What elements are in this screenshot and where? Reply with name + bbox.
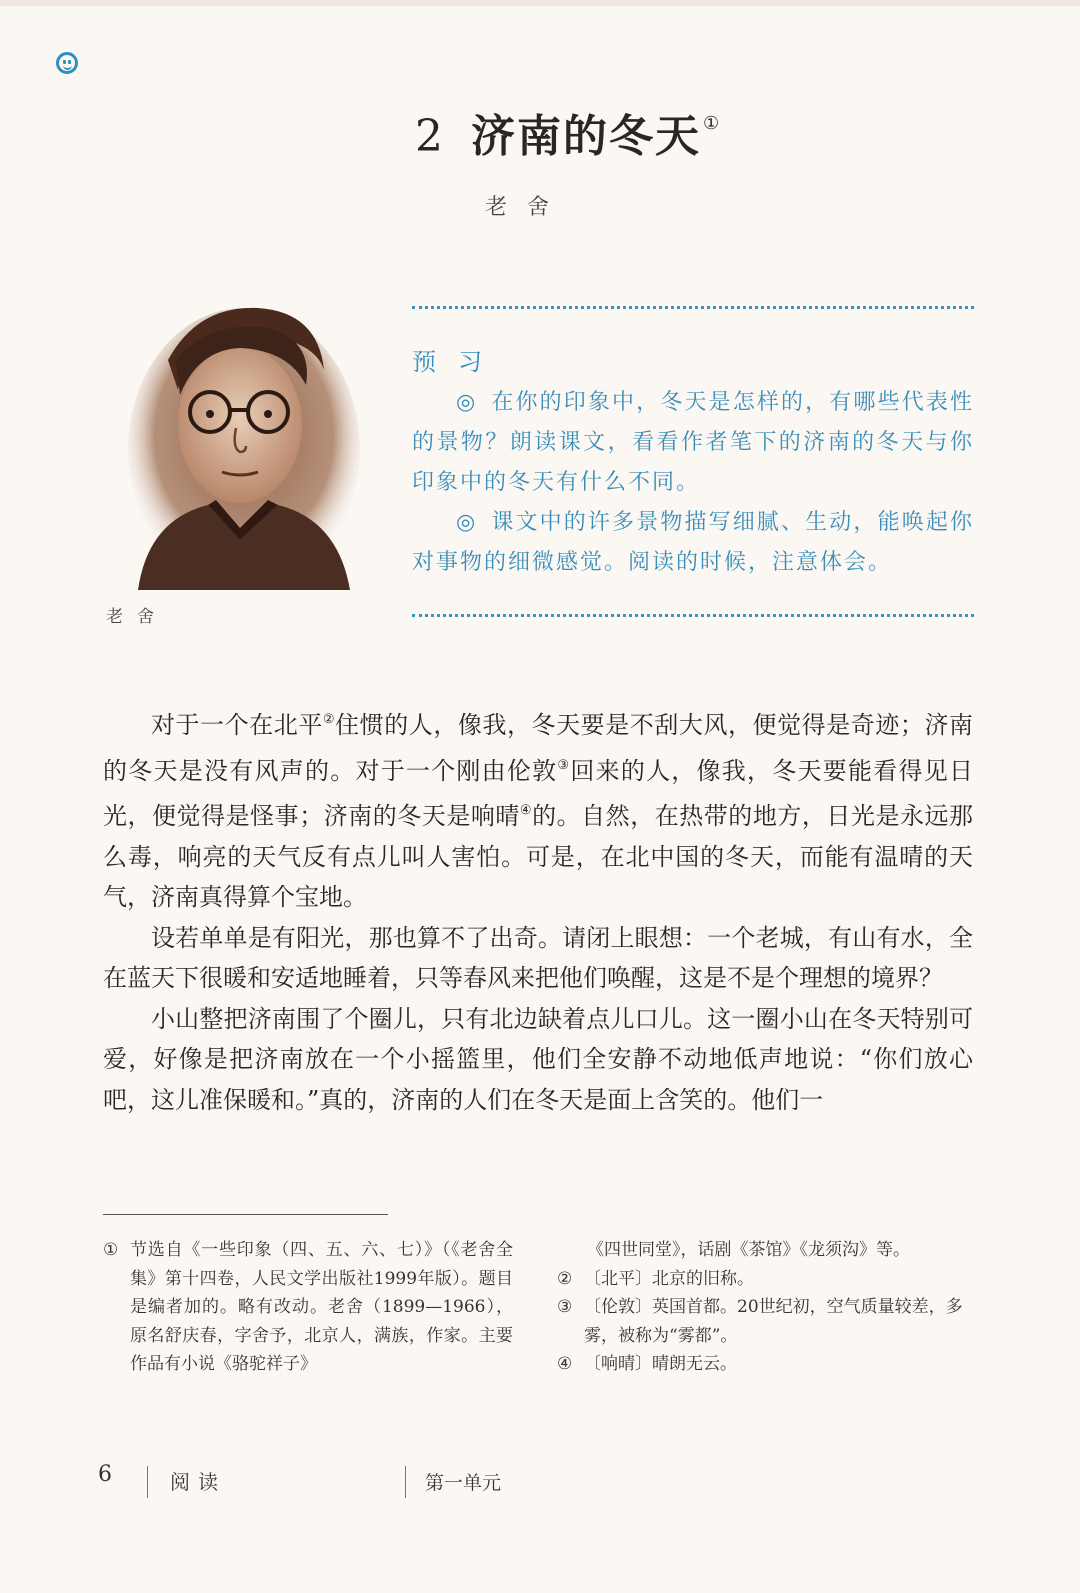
footnote-item [557, 1265, 977, 1294]
footnote-item [557, 1293, 977, 1350]
footnote-item [557, 1350, 977, 1379]
footnote-ref: ② [322, 712, 336, 727]
preview-heading: 预习 [412, 348, 504, 376]
footnote-mark: ③ [557, 1297, 573, 1317]
preview-border-top [412, 306, 974, 309]
preview-border-bottom [412, 614, 974, 617]
footnote-ref: ④ [519, 803, 533, 818]
title-footnote-mark: ① [703, 113, 722, 134]
footnote-text: 〔伦敦〕英国首都。20世纪初，空气质量较差，多雾，被称为“雾都”。 [584, 1297, 963, 1346]
lesson-number: 2 [415, 111, 445, 162]
bullet-icon: ◎ [456, 390, 478, 415]
text-span: 回来的人，像我，冬天要能看得见日光，便觉得是怪事；济南的冬天是响晴 [103, 756, 974, 830]
lesson-title [415, 100, 721, 164]
footer-section: 阅读 [170, 1470, 226, 1494]
lesson-body [103, 700, 973, 1120]
footnotes-right-column [557, 1236, 977, 1379]
footnote-text: 〔北平〕北京的旧称。 [584, 1268, 754, 1289]
preview-item [412, 383, 974, 503]
preview-item-text: 课文中的许多景物描写细腻、生动，能唤起你对事物的细微感觉。阅读的时候，注意体会。 [412, 510, 974, 575]
preview-item-text: 在你的印象中，冬天是怎样的，有哪些代表性的景物？朗读课文，看看作者笔下的济南的冬天与你印象中的冬天有什么不同。 [412, 390, 974, 495]
text-span: 住惯的人，像我，冬天要是不刮大风，便觉得是奇迹；济南的冬天是没有风声的。对于一个刚由伦敦 [103, 711, 974, 785]
footnote-ref: ③ [557, 757, 571, 773]
text-span: 的。自然，在热带的地方，日光是永远那么毒，响亮的天气反有点儿叫人害怕。可是，在北中国的冬天，而能有温晴的天气，济南真得算个宝地。 [103, 802, 974, 911]
footnote-text: 节选自《一些印象（四、五、六、七）》（《老舍全集》第十四卷，人民文学出版社1999年版）。题目是编者加的。略有改动。老舍（1899—1966），原名舒庆春，字舍予，北京人，满族，作家。主要作品有小说《骆驼祥子》 [130, 1240, 513, 1374]
smiley-mouth [63, 63, 72, 70]
footer-divider [147, 1466, 148, 1498]
page-top-edge [0, 0, 1080, 6]
text-span: 对于一个在北平 [151, 711, 323, 739]
footnote-continuation: 《四世同堂》，话剧《茶馆》《龙须沟》等。 [587, 1240, 910, 1260]
lesson-author: 老舍 [485, 195, 570, 220]
portrait-caption: 老舍 [106, 607, 168, 627]
paragraph [103, 700, 973, 918]
preview-box [412, 383, 974, 583]
footnote-mark: ④ [557, 1354, 573, 1374]
footnote-text: 〔响晴〕晴朗无云。 [584, 1354, 737, 1374]
footer-divider [405, 1466, 406, 1498]
footnote-rule [103, 1214, 388, 1215]
preview-item [412, 503, 974, 583]
bullet-icon: ◎ [456, 510, 478, 535]
page-number: 6 [98, 1462, 112, 1487]
paragraph: 设若单单是有阳光，那也算不了出奇。请闭上眼想：一个老城，有山有水，全在蓝天下很暖和安适地睡着，只等春风来把他们唤醒，这是不是个理想的境界？ [103, 923, 973, 992]
footnote-item [103, 1236, 513, 1379]
author-portrait [128, 300, 360, 590]
footnote-mark: ① [103, 1240, 119, 1260]
footnotes-left-column [103, 1236, 513, 1379]
lesson-title-text: 济南的冬天 [471, 111, 701, 162]
paragraph: 小山整把济南围了个圈儿，只有北边缺着点儿口儿。这一圈小山在冬天特别可爱，好像是把济南放在一个小摇篮里，他们全安静不动地低声地说：“你们放心吧，这儿准保暖和。”真的，济南的人们在冬天是面上含笑的。他们一 [103, 1004, 973, 1114]
smiley-icon [56, 52, 78, 74]
footnote-mark: ② [557, 1268, 573, 1289]
footer-unit: 第一单元 [425, 1472, 502, 1494]
